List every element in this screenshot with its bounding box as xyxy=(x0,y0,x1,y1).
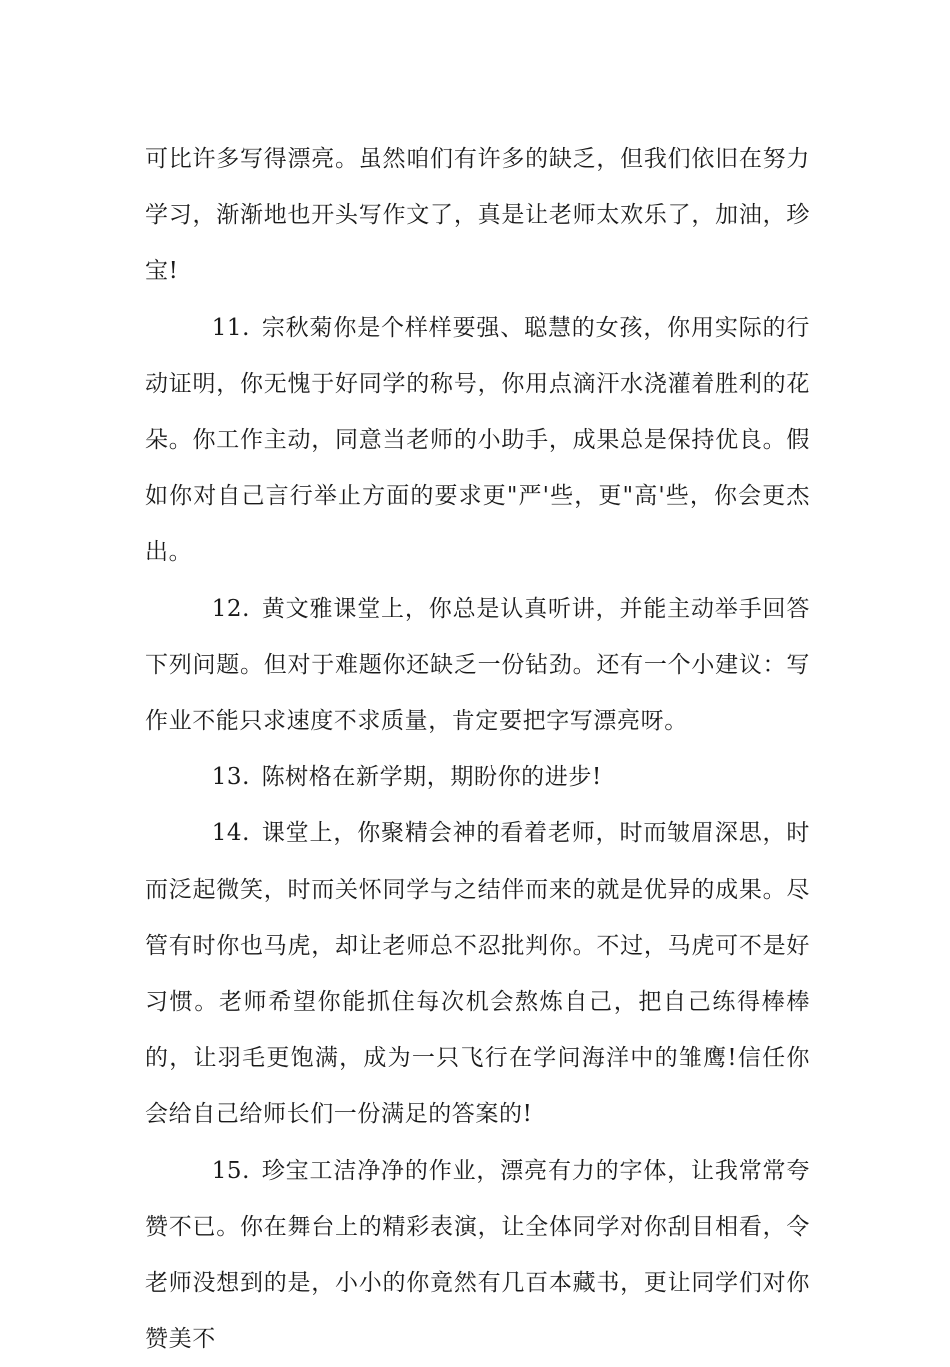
paragraph-text: 课堂上，你聚精会神的看着老师，时而皱眉深思，时而泛起微笑，时而关怀同学与之结伴而来的就是优异的成果。尽管有时你也马虎，却让老师总不忍批判你。不过，马虎可不是好习惯。老师希望你能抓住每次机会熬炼自己，把自己练得棒棒的，让羽毛更饱满，成为一只飞行在学问海洋中的雏鹰!信任你会给自己给师长们一份满足的答案的! xyxy=(145,820,810,1128)
paragraph-number: 13. xyxy=(211,764,251,791)
paragraph-text: 陈树格在新学期，期盼你的进步! xyxy=(261,764,602,791)
paragraph-number: 15. xyxy=(211,1157,251,1184)
paragraph-number: 11. xyxy=(211,314,251,341)
paragraph-number: 12. xyxy=(211,595,251,622)
paragraph-text: 黄文雅课堂上，你总是认真听讲，并能主动举手回答下列问题。但对于难题你还缺乏一份钻劲。还有一个小建议：写作业不能只求速度不求质量，肯定要把字写漂亮呀。 xyxy=(145,595,810,735)
paragraph-15 xyxy=(145,1143,810,1367)
paragraph-number: 14. xyxy=(211,820,251,847)
paragraph-11 xyxy=(145,300,810,581)
paragraph-14 xyxy=(145,805,810,1142)
paragraph-continued xyxy=(145,131,810,300)
paragraph-text: 珍宝工洁净净的作业，漂亮有力的字体，让我常常夸赞不已。你在舞台上的精彩表演，让全体同学对你刮目相看，令老师没想到的是，小小的你竟然有几百本藏书，更让同学们对你赞美不 xyxy=(145,1157,810,1353)
paragraph-text: 宗秋菊你是个样样要强、聪慧的女孩，你用实际的行动证明，你无愧于好同学的称号，你用点滴汗水浇灌着胜利的花朵。你工作主动，同意当老师的小助手，成果总是保持优良。假如你对自己言行举止方面的要求更"严'些，更"高'些，你会更杰出。 xyxy=(145,314,810,566)
paragraph-12 xyxy=(145,581,810,750)
paragraph-13 xyxy=(145,749,810,805)
body-text xyxy=(145,131,810,1367)
paragraph-text: 可比许多写得漂亮。虽然咱们有许多的缺乏，但我们依旧在努力学习，渐渐地也开头写作文了，真是让老师太欢乐了，加油，珍宝! xyxy=(145,146,810,285)
